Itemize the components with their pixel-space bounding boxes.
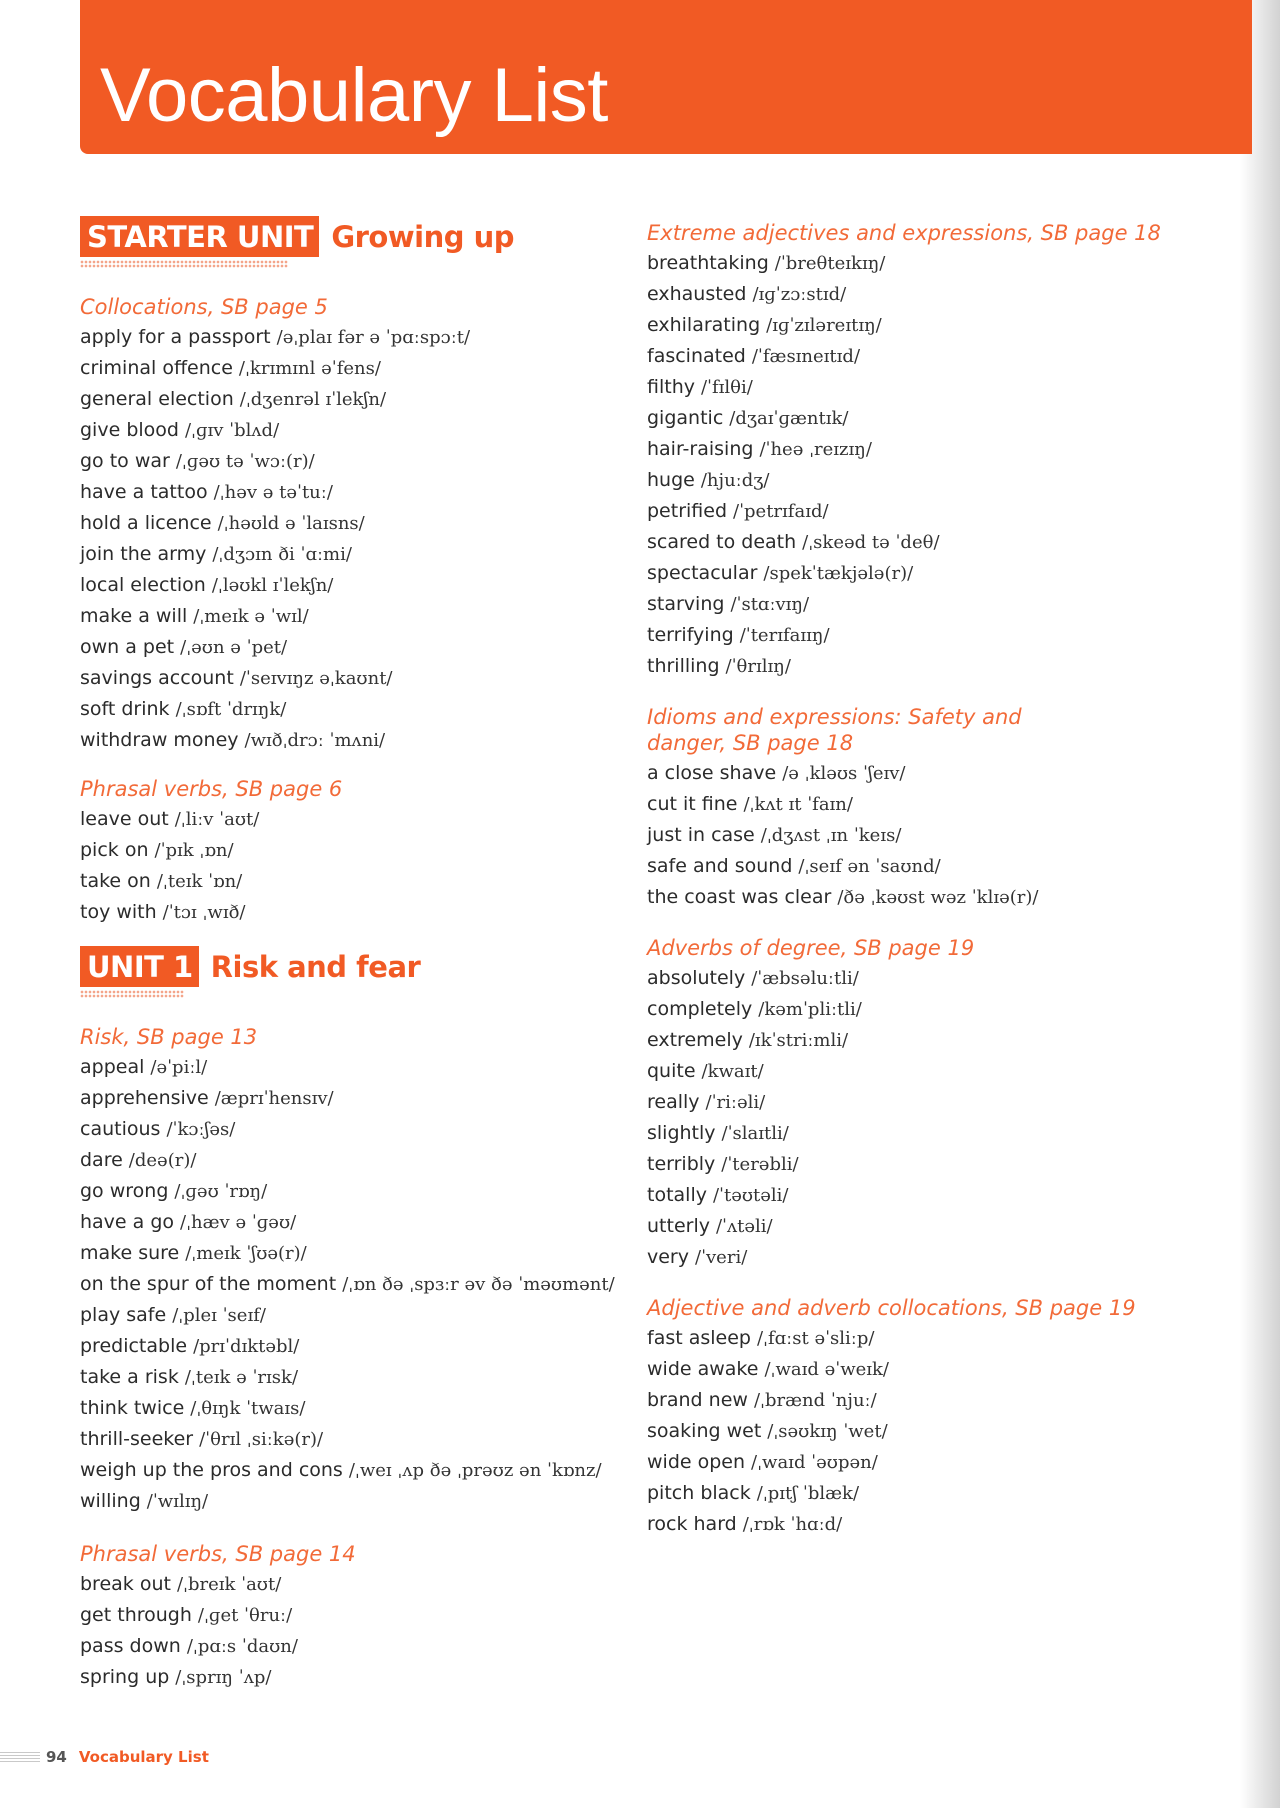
vocab-pronunciation: /ˈθrɪl ˌsiːkə(r)/ xyxy=(199,1429,324,1450)
title-banner xyxy=(80,0,1252,154)
vocab-entry xyxy=(80,446,640,477)
page-title: Vocabulary List xyxy=(100,53,608,138)
vocab-entry xyxy=(647,1056,1247,1087)
vocab-pronunciation: /ˌdʒʌst ˌɪn ˈkeɪs/ xyxy=(760,825,902,846)
vocab-entry xyxy=(647,1118,1247,1149)
vocab-word: make a will xyxy=(80,605,188,627)
vocab-section xyxy=(80,776,640,928)
vocab-word: spectacular xyxy=(647,562,758,584)
vocab-entry xyxy=(647,310,1247,341)
vocab-entry xyxy=(80,601,640,632)
vocab-entry xyxy=(80,1424,640,1455)
vocab-entry xyxy=(80,570,640,601)
vocab-pronunciation: /ˈwɪlɪŋ/ xyxy=(146,1491,209,1512)
vocab-section xyxy=(80,294,640,756)
vocab-word: leave out xyxy=(80,808,169,830)
vocab-word: criminal offence xyxy=(80,357,233,379)
vocab-pronunciation: /ˈæbsəluːtli/ xyxy=(751,968,859,989)
vocab-pronunciation: /ˈseɪvɪŋz əˌkaʊnt/ xyxy=(239,668,393,689)
vocab-pronunciation: /əˌplaɪ fər ə ˈpɑːspɔːt/ xyxy=(276,327,471,348)
vocab-pronunciation: /ˈkɔːʃəs/ xyxy=(166,1119,236,1140)
vocab-pronunciation: /ˌθɪŋk ˈtwaɪs/ xyxy=(190,1398,306,1419)
vocab-word: soft drink xyxy=(80,698,170,720)
vocab-word: pitch black xyxy=(647,1482,751,1504)
entry-list xyxy=(80,1052,640,1517)
vocab-word: give blood xyxy=(80,419,179,441)
section-title: Adjective and adverb collocations, SB page 19 xyxy=(647,1296,1136,1320)
vocab-pronunciation: /ˌwaɪd əˈweɪk/ xyxy=(764,1359,889,1380)
vocab-word: extremely xyxy=(647,1029,743,1051)
entry-list xyxy=(80,322,640,756)
vocab-pronunciation: /əˈpiːl/ xyxy=(150,1057,208,1078)
vocab-pronunciation: /ˌrɒk ˈhɑːd/ xyxy=(742,1514,843,1535)
vocab-word: scared to death xyxy=(647,531,797,553)
vocab-entry xyxy=(80,1269,640,1300)
vocab-word: quite xyxy=(647,1060,696,1082)
vocab-entry xyxy=(80,725,640,756)
vocab-pronunciation: /ˌdʒenrəl ɪˈlekʃn/ xyxy=(239,389,387,410)
vocab-entry xyxy=(80,663,640,694)
vocab-word: go to war xyxy=(80,450,170,472)
vocab-word: rock hard xyxy=(647,1513,737,1535)
vocab-entry xyxy=(647,1211,1247,1242)
vocab-pronunciation: /ˈfɪlθi/ xyxy=(700,377,753,398)
vocab-entry xyxy=(80,384,640,415)
starter-unit-sections xyxy=(80,294,640,928)
vocab-pronunciation: /ˌpleɪ ˈseɪf/ xyxy=(172,1305,266,1326)
vocab-pronunciation: /ˈbreθteɪkɪŋ/ xyxy=(774,253,886,274)
vocab-entry xyxy=(647,465,1247,496)
vocab-pronunciation: /ˌkʌt ɪt ˈfaɪn/ xyxy=(743,794,853,815)
vocab-entry xyxy=(80,1238,640,1269)
vocab-pronunciation: /ˌbreɪk ˈaʊt/ xyxy=(176,1574,282,1595)
vocab-entry xyxy=(647,558,1247,589)
vocab-word: completely xyxy=(647,998,753,1020)
vocab-word: just in case xyxy=(647,824,755,846)
entry-list xyxy=(80,804,640,928)
vocab-entry xyxy=(647,758,1247,789)
vocab-pronunciation: /hjuːdʒ/ xyxy=(700,470,770,491)
vocab-entry xyxy=(647,341,1247,372)
vocab-pronunciation: /ˌɡɪv ˈblʌd/ xyxy=(184,420,280,441)
vocab-word: savings account xyxy=(80,667,234,689)
vocab-entry xyxy=(647,1025,1247,1056)
left-column xyxy=(80,216,640,1693)
vocab-pronunciation: /ˌmeɪk ə ˈwɪl/ xyxy=(193,606,309,627)
vocab-entry xyxy=(647,434,1247,465)
starter-unit-badge: STARTER UNIT xyxy=(80,216,319,257)
vocab-entry xyxy=(647,1087,1247,1118)
vocab-word: exhausted xyxy=(647,283,747,305)
vocab-word: own a pet xyxy=(80,636,175,658)
vocab-pronunciation: /ˌɡəʊ ˈrɒŋ/ xyxy=(174,1181,268,1202)
page-footer xyxy=(0,1748,209,1766)
vocab-entry xyxy=(80,1569,640,1600)
vocab-pronunciation: /ˌləʊkl ɪˈlekʃn/ xyxy=(211,575,334,596)
vocab-entry xyxy=(647,963,1247,994)
section-title: Idioms and expressions: Safety and danger, SB page 18 xyxy=(647,705,1022,755)
entry-list xyxy=(647,1323,1247,1540)
vocab-word: withdraw money xyxy=(80,729,239,751)
vocab-word: soaking wet xyxy=(647,1420,762,1442)
vocab-entry xyxy=(647,1509,1247,1540)
vocab-entry xyxy=(80,415,640,446)
vocab-pronunciation: /ˌhəv ə təˈtuː/ xyxy=(213,482,333,503)
vocab-word: willing xyxy=(80,1490,141,1512)
decorative-dots xyxy=(80,260,288,268)
vocab-entry xyxy=(80,1486,640,1517)
vocab-entry xyxy=(80,1631,640,1662)
vocab-entry xyxy=(647,994,1247,1025)
vocab-entry xyxy=(80,866,640,897)
vocab-pronunciation: /ˌɒn ðə ˌspɜːr əv ðə ˈməʊmənt/ xyxy=(342,1274,615,1295)
vocab-word: exhilarating xyxy=(647,314,761,336)
vocab-entry xyxy=(647,651,1247,682)
vocab-word: wide awake xyxy=(647,1358,759,1380)
section-title: Collocations, SB page 5 xyxy=(80,295,328,319)
vocab-word: play safe xyxy=(80,1304,167,1326)
footer-lines xyxy=(0,1752,40,1762)
vocab-entry xyxy=(80,539,640,570)
vocab-word: predictable xyxy=(80,1335,188,1357)
vocab-word: pass down xyxy=(80,1635,181,1657)
vocab-entry xyxy=(647,1242,1247,1273)
vocab-entry xyxy=(647,1447,1247,1478)
vocab-word: pick on xyxy=(80,839,149,861)
vocab-entry xyxy=(647,403,1247,434)
right-column xyxy=(647,220,1247,1540)
vocab-word: wide open xyxy=(647,1451,746,1473)
vocab-word: starving xyxy=(647,593,725,615)
vocab-pronunciation: /ˌpɪtʃ ˈblæk/ xyxy=(756,1483,860,1504)
vocab-pronunciation: /ˈpɪk ˌɒn/ xyxy=(154,840,234,861)
vocab-word: hold a licence xyxy=(80,512,212,534)
vocab-entry xyxy=(80,477,640,508)
vocab-pronunciation: /ˌəʊn ə ˈpet/ xyxy=(180,637,288,658)
decorative-dots xyxy=(80,990,184,998)
vocab-pronunciation: /ˌliːv ˈaʊt/ xyxy=(174,809,260,830)
unit-1-header xyxy=(80,946,640,987)
vocab-pronunciation: /ˌhəʊld ə ˈlaɪsns/ xyxy=(217,513,365,534)
vocab-pronunciation: /ˌwaɪd ˈəʊpən/ xyxy=(751,1452,878,1473)
vocab-pronunciation: /ˌweɪ ˌʌp ðə ˌprəʊz ən ˈkɒnz/ xyxy=(348,1460,602,1481)
vocab-pronunciation: /ˌɡet ˈθruː/ xyxy=(197,1605,293,1626)
vocab-entry xyxy=(80,1662,640,1693)
vocab-entry xyxy=(647,1323,1247,1354)
vocab-pronunciation: /ˈstɑːvɪŋ/ xyxy=(730,594,810,615)
vocab-entry xyxy=(647,1354,1247,1385)
vocab-word: terrifying xyxy=(647,624,734,646)
vocab-entry xyxy=(647,1478,1247,1509)
vocab-entry xyxy=(80,1207,640,1238)
vocab-word: cautious xyxy=(80,1118,161,1140)
right-column-sections xyxy=(647,220,1247,1540)
vocab-word: very xyxy=(647,1246,689,1268)
page-number: 94 xyxy=(46,1748,67,1766)
vocab-word: absolutely xyxy=(647,967,746,989)
vocab-entry xyxy=(80,1300,640,1331)
vocab-word: cut it fine xyxy=(647,793,738,815)
vocab-word: hair-raising xyxy=(647,438,754,460)
vocab-word: local election xyxy=(80,574,206,596)
vocab-entry xyxy=(647,1385,1247,1416)
vocab-word: apprehensive xyxy=(80,1087,209,1109)
vocab-entry xyxy=(647,248,1247,279)
vocab-pronunciation: /ˈveri/ xyxy=(695,1247,748,1268)
vocab-word: have a go xyxy=(80,1211,175,1233)
entry-list xyxy=(647,248,1247,682)
vocab-entry xyxy=(80,1362,640,1393)
vocab-entry xyxy=(80,1331,640,1362)
vocab-entry xyxy=(80,353,640,384)
vocab-entry xyxy=(647,1149,1247,1180)
vocab-pronunciation: /ˌhæv ə ˈɡəʊ/ xyxy=(180,1212,297,1233)
vocab-pronunciation: /ɪɡˈzɪləreɪtɪŋ/ xyxy=(766,315,882,336)
vocab-word: fascinated xyxy=(647,345,746,367)
vocab-word: go wrong xyxy=(80,1180,169,1202)
vocab-entry xyxy=(80,1145,640,1176)
vocab-entry xyxy=(80,1083,640,1114)
vocab-pronunciation: /ˌmeɪk ˈʃʊə(r)/ xyxy=(185,1243,307,1264)
vocab-pronunciation: /ˌkrɪmɪnl əˈfens/ xyxy=(238,358,381,379)
vocab-word: break out xyxy=(80,1573,171,1595)
vocab-pronunciation: /ˈpetrɪfaɪd/ xyxy=(733,501,829,522)
unit-1-title: Risk and fear xyxy=(210,949,421,984)
vocab-entry xyxy=(647,820,1247,851)
vocab-pronunciation: /ˌseɪf ən ˈsaʊnd/ xyxy=(798,856,941,877)
vocab-pronunciation: /ɪɡˈzɔːstɪd/ xyxy=(752,284,847,305)
vocab-entry xyxy=(80,1052,640,1083)
vocab-word: get through xyxy=(80,1604,192,1626)
vocab-word: totally xyxy=(647,1184,707,1206)
section-title: Risk, SB page 13 xyxy=(80,1025,258,1049)
vocab-pronunciation: /ðə ˌkəʊst wəz ˈklɪə(r)/ xyxy=(837,887,1039,908)
section-title: Phrasal verbs, SB page 6 xyxy=(80,777,343,801)
vocab-word: filthy xyxy=(647,376,695,398)
vocab-word: huge xyxy=(647,469,695,491)
vocab-word: general election xyxy=(80,388,234,410)
vocab-word: apply for a passport xyxy=(80,326,271,348)
vocab-pronunciation: /ˌskeəd tə ˈdeθ/ xyxy=(802,532,940,553)
vocab-word: have a tattoo xyxy=(80,481,208,503)
vocab-section xyxy=(80,1541,640,1693)
vocab-entry xyxy=(647,1180,1247,1211)
vocab-pronunciation: /spekˈtækjələ(r)/ xyxy=(763,563,914,584)
vocab-entry xyxy=(647,882,1247,913)
vocab-word: a close shave xyxy=(647,762,777,784)
vocab-pronunciation: /ˈslaɪtli/ xyxy=(721,1123,789,1144)
vocab-entry xyxy=(647,372,1247,403)
vocab-word: utterly xyxy=(647,1215,710,1237)
vocab-pronunciation: /ˌsəʊkɪŋ ˈwet/ xyxy=(767,1421,888,1442)
vocab-pronunciation: /ˌsprɪŋ ˈʌp/ xyxy=(175,1667,272,1688)
vocab-word: breathtaking xyxy=(647,252,769,274)
vocab-entry xyxy=(647,527,1247,558)
vocab-pronunciation: /wɪðˌdrɔː ˈmʌni/ xyxy=(244,730,386,751)
vocab-word: brand new xyxy=(647,1389,748,1411)
unit-1-sections xyxy=(80,1024,640,1693)
vocab-word: make sure xyxy=(80,1242,180,1264)
starter-unit-title: Growing up xyxy=(331,219,514,254)
vocab-pronunciation: /dʒaɪˈɡæntɪk/ xyxy=(729,408,849,429)
vocab-entry xyxy=(80,694,640,725)
vocab-pronunciation: /ˈʌtəli/ xyxy=(715,1216,773,1237)
vocab-word: thrill-seeker xyxy=(80,1428,194,1450)
vocab-entry xyxy=(80,508,640,539)
vocab-pronunciation: /ˈterəbli/ xyxy=(721,1154,799,1175)
vocab-pronunciation: /æprɪˈhensɪv/ xyxy=(214,1088,334,1109)
vocab-section xyxy=(647,1295,1247,1540)
vocab-entry xyxy=(80,1600,640,1631)
section-title: Extreme adjectives and expressions, SB page 18 xyxy=(647,221,1161,245)
vocab-entry xyxy=(647,620,1247,651)
vocab-entry xyxy=(647,589,1247,620)
section-title: Phrasal verbs, SB page 14 xyxy=(80,1542,356,1566)
vocab-pronunciation: /ˌteɪk ˈɒn/ xyxy=(156,871,243,892)
vocab-pronunciation: /kwaɪt/ xyxy=(701,1061,764,1082)
vocab-pronunciation: /ˌfɑːst əˈsliːp/ xyxy=(756,1328,875,1349)
vocab-word: on the spur of the moment xyxy=(80,1273,337,1295)
vocab-section xyxy=(647,220,1247,682)
vocab-section xyxy=(80,1024,640,1517)
vocab-word: safe and sound xyxy=(647,855,793,877)
vocab-word: fast asleep xyxy=(647,1327,751,1349)
vocab-entry xyxy=(80,1393,640,1424)
vocab-pronunciation: /ˌsɒft ˈdrɪŋk/ xyxy=(175,699,287,720)
vocab-pronunciation: /ˌteɪk ə ˈrɪsk/ xyxy=(184,1367,299,1388)
vocab-word: dare xyxy=(80,1149,123,1171)
vocab-entry xyxy=(647,279,1247,310)
vocab-entry xyxy=(80,897,640,928)
vocab-pronunciation: /ə ˌkləʊs ˈʃeɪv/ xyxy=(782,763,906,784)
vocab-word: think twice xyxy=(80,1397,185,1419)
vocab-pronunciation: /ɪkˈstriːmli/ xyxy=(748,1030,849,1051)
vocab-pronunciation: /deə(r)/ xyxy=(128,1150,197,1171)
vocab-entry xyxy=(647,496,1247,527)
vocab-entry xyxy=(80,1176,640,1207)
vocab-word: take on xyxy=(80,870,151,892)
vocab-entry xyxy=(80,804,640,835)
vocab-entry xyxy=(80,632,640,663)
vocab-entry xyxy=(80,835,640,866)
vocab-pronunciation: /ˌɡəʊ tə ˈwɔː(r)/ xyxy=(175,451,315,472)
vocab-entry xyxy=(647,789,1247,820)
vocab-section xyxy=(647,935,1247,1273)
vocab-pronunciation: /ˌbrænd ˈnjuː/ xyxy=(753,1390,877,1411)
vocab-entry xyxy=(80,322,640,353)
vocab-pronunciation: /ˈtɔɪ ˌwɪð/ xyxy=(162,902,246,923)
vocab-word: appeal xyxy=(80,1056,145,1078)
vocab-entry xyxy=(80,1114,640,1145)
vocab-word: the coast was clear xyxy=(647,886,832,908)
vocab-word: weigh up the pros and cons xyxy=(80,1459,343,1481)
vocab-pronunciation: /ˌdʒɔɪn ði ˈɑːmi/ xyxy=(212,544,352,565)
vocab-pronunciation: /ˈtəʊtəli/ xyxy=(712,1185,789,1206)
vocab-pronunciation: /ˈθrɪlɪŋ/ xyxy=(725,656,791,677)
vocab-word: terribly xyxy=(647,1153,716,1175)
vocab-word: take a risk xyxy=(80,1366,179,1388)
vocab-pronunciation: /ˈterɪfaɪɪŋ/ xyxy=(739,625,830,646)
entry-list xyxy=(647,758,1247,913)
vocab-pronunciation: /prɪˈdɪktəbl/ xyxy=(193,1336,300,1357)
vocab-word: petrified xyxy=(647,500,728,522)
vocab-section xyxy=(647,704,1247,913)
vocab-word: spring up xyxy=(80,1666,170,1688)
vocab-word: join the army xyxy=(80,543,207,565)
unit-1-badge: UNIT 1 xyxy=(80,946,199,987)
vocab-pronunciation: /ˌpɑːs ˈdaʊn/ xyxy=(186,1636,298,1657)
entry-list xyxy=(80,1569,640,1693)
footer-label: Vocabulary List xyxy=(78,1748,209,1766)
vocab-word: slightly xyxy=(647,1122,716,1144)
vocab-pronunciation: /ˈfæsɪneɪtɪd/ xyxy=(751,346,861,367)
vocab-word: gigantic xyxy=(647,407,724,429)
vocab-entry xyxy=(647,851,1247,882)
section-title: Adverbs of degree, SB page 19 xyxy=(647,936,975,960)
vocab-pronunciation: /kəmˈpliːtli/ xyxy=(758,999,862,1020)
vocab-pronunciation: /ˈheə ˌreɪzɪŋ/ xyxy=(759,439,872,460)
vocab-entry xyxy=(647,1416,1247,1447)
starter-unit-header xyxy=(80,216,640,257)
vocab-word: really xyxy=(647,1091,700,1113)
vocab-pronunciation: /ˈriːəli/ xyxy=(705,1092,766,1113)
entry-list xyxy=(647,963,1247,1273)
vocab-word: thrilling xyxy=(647,655,720,677)
vocab-entry xyxy=(80,1455,640,1486)
vocab-word: toy with xyxy=(80,901,157,923)
